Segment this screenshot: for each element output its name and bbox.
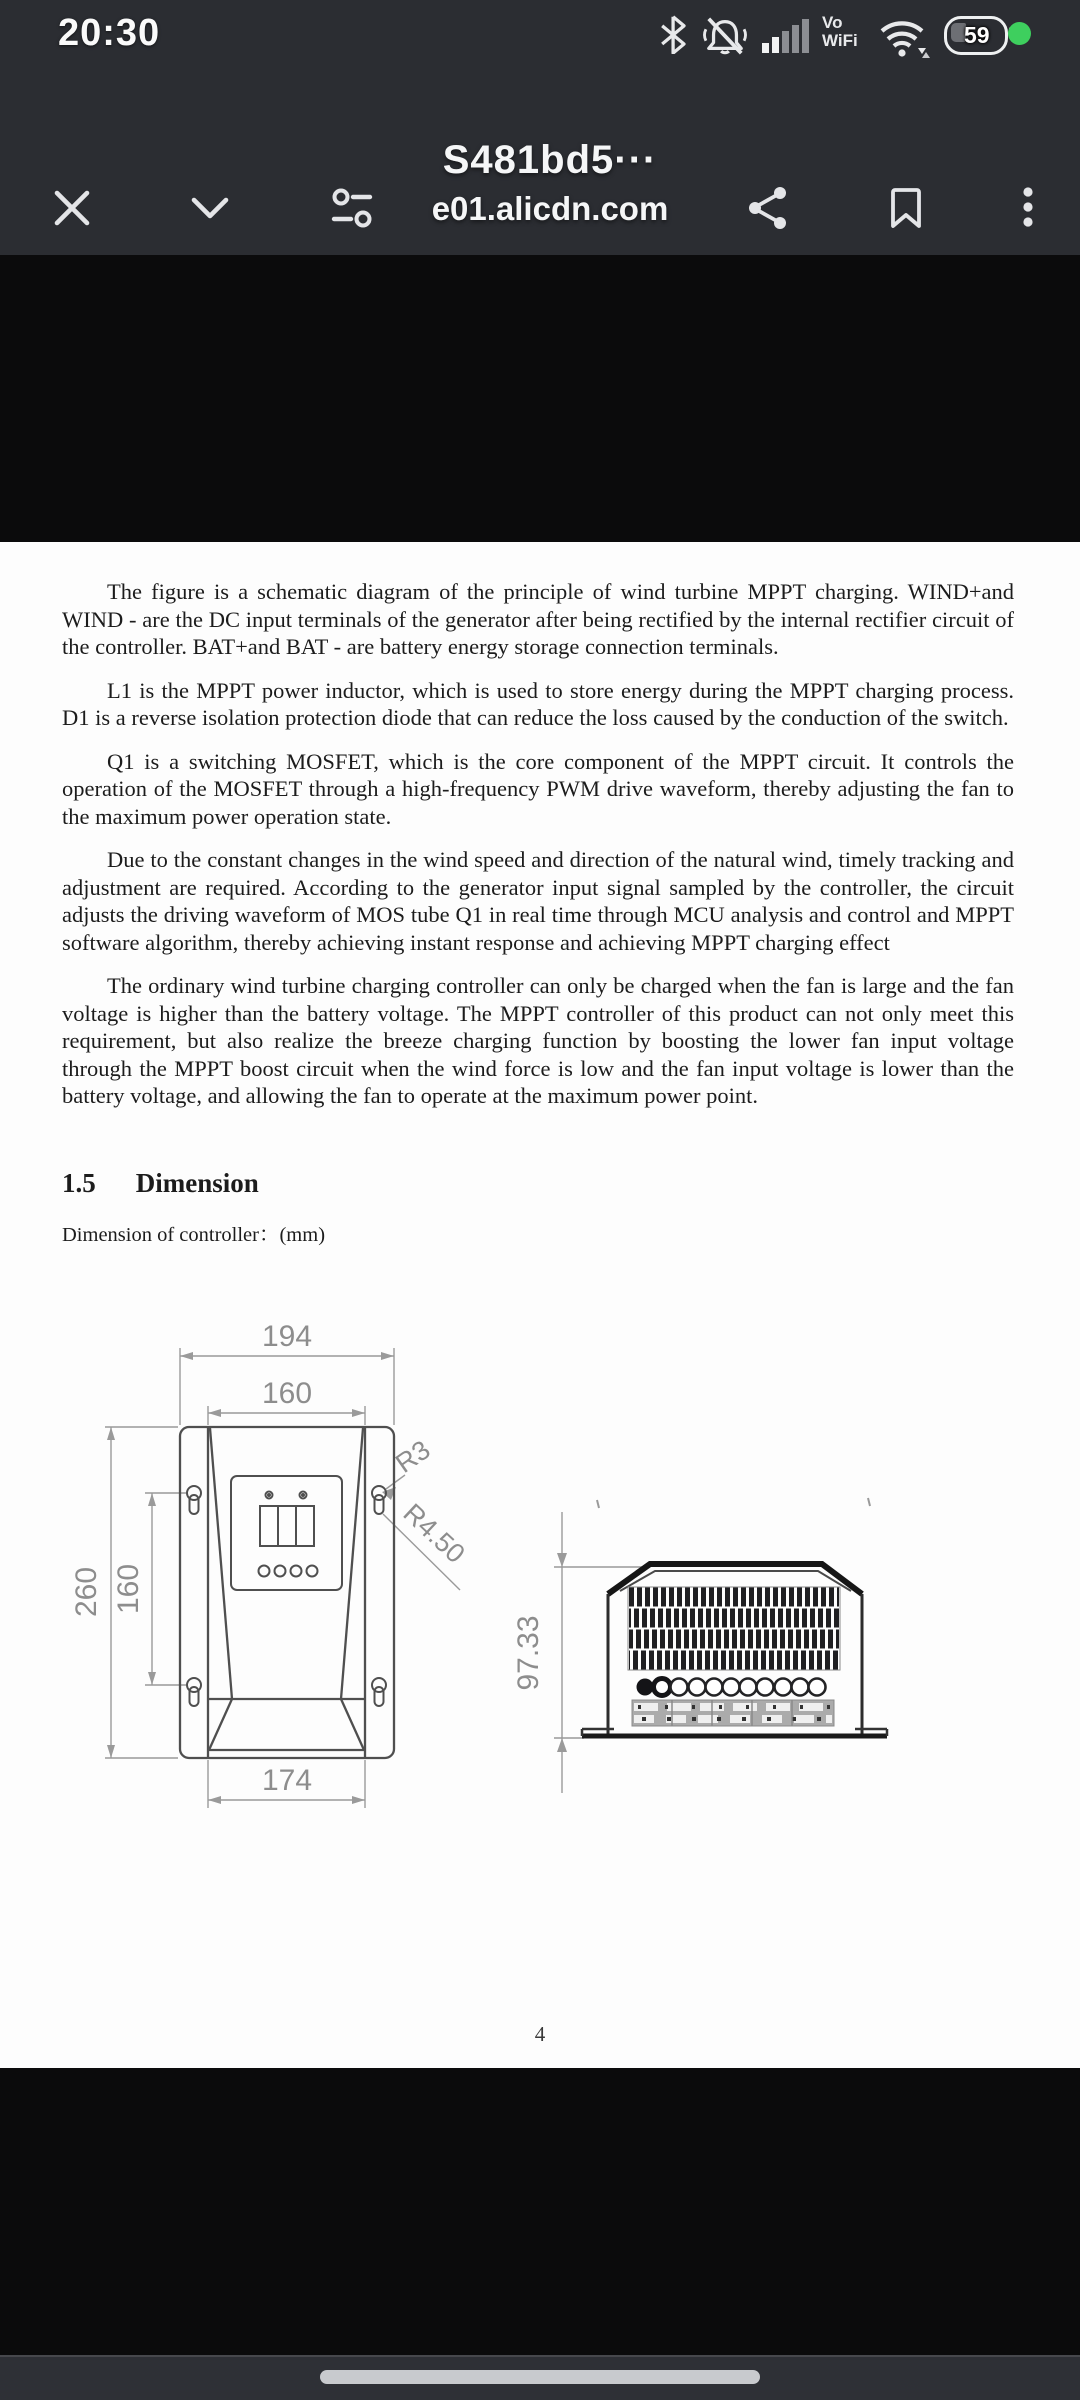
svg-text:194: 194 — [261, 1322, 313, 1353]
battery-percent: 59 — [964, 22, 990, 48]
close-button[interactable] — [46, 182, 98, 234]
section-title: Dimension — [135, 1167, 259, 1198]
vowifi-indicator: Vo WiFi — [822, 13, 858, 50]
bluetooth-icon — [654, 14, 694, 54]
viewer-subtitle: e01.alicdn.com — [431, 190, 669, 227]
section-heading — [62, 1168, 1080, 1199]
header — [0, 0, 1080, 255]
mute-vibrate-icon — [702, 14, 748, 56]
svg-text:160: 160 — [112, 1563, 145, 1615]
bookmark-button[interactable] — [880, 182, 932, 234]
share-button[interactable] — [742, 182, 794, 234]
wifi-icon — [878, 16, 930, 58]
battery-indicator — [944, 16, 1008, 55]
viewer-title-block — [330, 138, 770, 228]
svg-text:R4.50: R4.50 — [397, 1497, 471, 1569]
svg-text:R3: R3 — [390, 1434, 436, 1479]
status-clock: 20:30 — [58, 12, 161, 54]
chevron-down-button[interactable] — [184, 182, 236, 234]
paragraph: L1 is the MPPT power inductor, which is used to store energy during the MPPT charging process. D1 is a reverse isolation protection diode that can reduce the loss caused by the conduction of the switch. — [62, 677, 1014, 730]
front-view-drawing — [60, 1322, 480, 1822]
gesture-navbar — [0, 2355, 1080, 2400]
status-green-dot — [1008, 22, 1031, 45]
side-view-drawing — [480, 1490, 920, 1810]
signal-strength-icon — [762, 17, 814, 55]
dimension-caption: Dimension of controller：(mm) — [62, 1223, 326, 1246]
section-number: 1.5 — [62, 1167, 96, 1198]
svg-text:97.33: 97.33 — [512, 1615, 545, 1691]
paragraph: The figure is a schematic diagram of the principle of wind turbine MPPT charging. WIND+and WIND - are the DC input terminals of the generator after being rectified by the internal rectifier circuit of the controller. BAT+and BAT - are battery energy storage connection terminals. — [62, 579, 1014, 659]
page-number: 4 — [534, 2022, 546, 2046]
overflow-menu-button[interactable] — [1002, 182, 1054, 234]
paragraph: The ordinary wind turbine charging controller can only be charged when the fan is large and the fan voltage is higher than the battery voltage. The MPPT controller of this product can not only meet this requirement, but also realize the breeze charging function by boosting the lower fan input voltage through the MPPT boost circuit when the wind force is low and the fan input voltage is lower than the battery voltage, and allowing the fan to operate at the maximum power point. — [62, 973, 1014, 1108]
paragraph: Due to the constant changes in the wind speed and direction of the natural wind, timely tracking and adjustment are required. According to the generator input signal sampled by the controller, the circuit adjusts the driving waveform of MOS tube Q1 in real time through MCU analysis and control and MPPT software algorithm, thereby achieving instant response and achieving MPPT charging effect — [62, 847, 1014, 955]
svg-text:174: 174 — [261, 1764, 313, 1797]
paragraph: Q1 is a switching MOSFET, which is the core component of the MPPT circuit. It controls the operation of the MOSFET through a high-frequency PWM drive waveform, thereby adjusting the fan to the maximum power operation state. — [62, 748, 1014, 829]
svg-text:160: 160 — [261, 1377, 313, 1410]
home-indicator[interactable] — [320, 2370, 760, 2384]
svg-text:260: 260 — [70, 1566, 103, 1618]
viewer-title: S481bd5··· — [442, 138, 658, 182]
document-page[interactable] — [0, 542, 1080, 2068]
